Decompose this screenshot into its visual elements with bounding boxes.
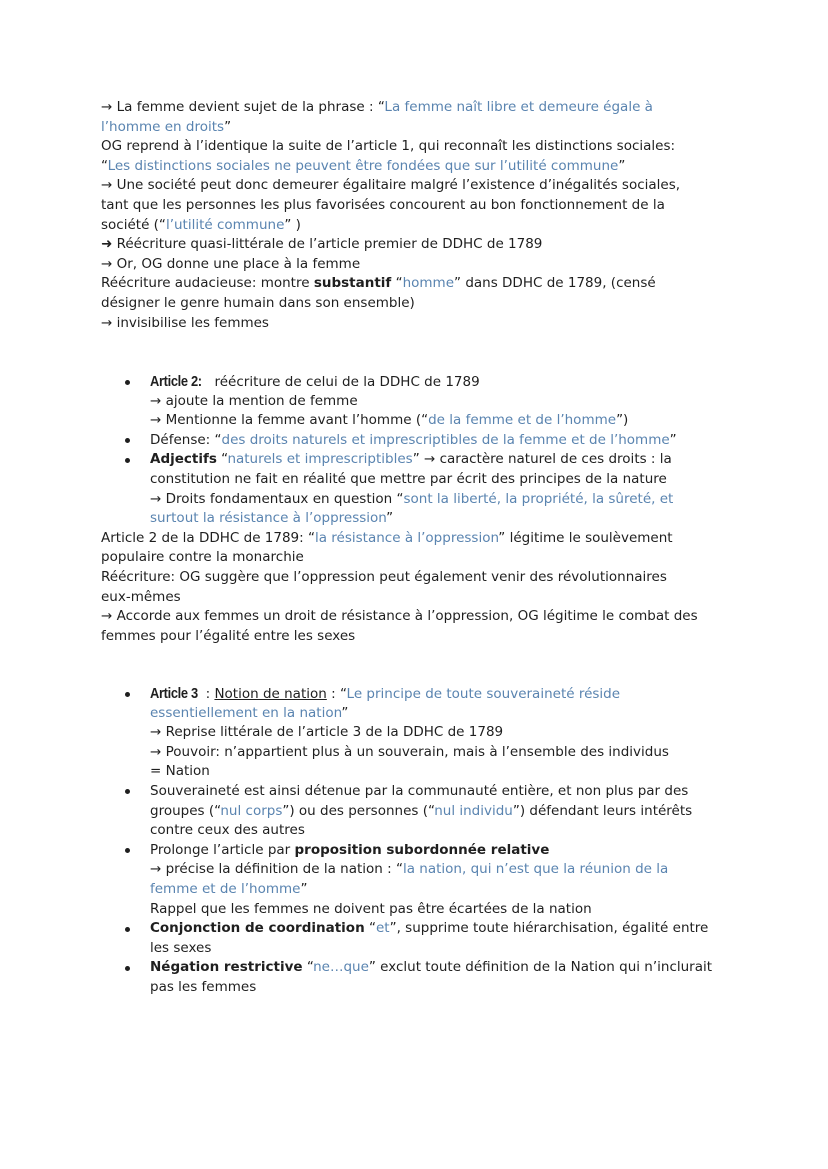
- text: ”) défendant leurs intérêts: [512, 802, 693, 819]
- quote: naturels et imprescriptibles: [227, 451, 413, 468]
- quote: nul corps: [220, 802, 283, 819]
- quote: ne…que: [313, 959, 369, 976]
- text-line: → ajoute la mention de femme: [150, 392, 358, 409]
- text: groupes (“: [150, 802, 221, 819]
- text: “: [391, 275, 403, 292]
- quote: la nation, qui n’est que la réunion de la: [402, 861, 669, 878]
- bullet-icon: [125, 692, 130, 697]
- quote: Le principe de toute souveraineté réside: [346, 686, 621, 702]
- text: → précise la définition de la nation : “: [150, 861, 403, 878]
- text: Réécriture audacieuse: montre: [101, 275, 314, 292]
- text: : “: [326, 686, 347, 702]
- text-line: [101, 490, 741, 510]
- bullet-item: [101, 919, 741, 939]
- bullet-icon: [125, 966, 130, 971]
- text: ”: [386, 510, 394, 527]
- text: → Droits fondamentaux en question “: [150, 490, 404, 507]
- quote: femme et de l’homme: [150, 880, 301, 897]
- text: “: [101, 157, 108, 174]
- text-line: désigner le genre humain dans son ensemble): [101, 294, 415, 311]
- text: Défense: “: [150, 431, 222, 448]
- text-line: tant que les personnes les plus favorisées concourent au bon fonctionnement de la: [101, 196, 665, 213]
- text: :: [205, 686, 215, 702]
- text-line: [101, 411, 741, 431]
- text-line: [101, 98, 741, 118]
- article-heading: Article 2:: [150, 373, 202, 390]
- bullet-item: [101, 958, 741, 978]
- text-line: → Une société peut donc demeurer égalitaire malgré l’existence d’inégalités sociales,: [101, 177, 681, 194]
- bold-term: Adjectifs: [150, 451, 217, 468]
- text: ” ): [284, 216, 301, 233]
- text-line: ➜ Réécriture quasi-littérale de l’article premier de DDHC de 1789: [101, 236, 543, 253]
- text: → Mentionne la femme avant l’homme (“: [150, 412, 429, 429]
- text-line: [101, 118, 741, 138]
- text-line: → Or, OG donne une place à la femme: [101, 255, 361, 272]
- quote: essentiellement en la nation: [150, 704, 342, 721]
- quote: de la femme et de l’homme: [428, 412, 617, 429]
- text-line: Rappel que les femmes ne doivent pas être écartées de la nation: [150, 900, 592, 917]
- quote: La femme naît libre et demeure égale à: [384, 99, 653, 115]
- bullet-icon: [125, 927, 130, 932]
- text-line: → invisibilise les femmes: [101, 314, 269, 331]
- text: → La femme devient sujet de la phrase : “: [101, 99, 385, 115]
- text-line: femmes pour l’égalité entre les sexes: [101, 627, 356, 644]
- text-line: pas les femmes: [150, 978, 257, 995]
- text: “: [216, 451, 228, 468]
- text: ”: [341, 704, 349, 721]
- text: ”): [616, 412, 629, 429]
- section-article-2: [101, 372, 741, 646]
- text: “: [302, 959, 314, 976]
- quote: la résistance à l’oppression: [314, 529, 499, 546]
- text: ”: [618, 157, 626, 174]
- text: société (“: [101, 216, 166, 233]
- bullet-icon: [125, 789, 130, 794]
- bold-term: Négation restrictive: [150, 959, 303, 976]
- section-article-3: [101, 684, 741, 998]
- text-line: populaire contre la monarchie: [101, 549, 304, 566]
- bullet-item: [101, 431, 741, 451]
- bullet-icon: [125, 438, 130, 443]
- bullet-item: [101, 450, 741, 470]
- quote: Les distinctions sociales ne peuvent être fondées que sur l’utilité commune: [107, 157, 619, 174]
- text: ”: [669, 431, 677, 448]
- quote: nul individu: [434, 802, 513, 819]
- bullet-item: [101, 841, 741, 861]
- text-line: OG reprend à l’identique la suite de l’article 1, qui reconnaît les distinctions sociales:: [101, 138, 676, 155]
- bold-term: substantif: [313, 275, 392, 292]
- quote: et: [375, 920, 390, 937]
- text: ”, supprime toute hiérarchisation, égalité entre: [389, 920, 709, 937]
- bold-term: Conjonction de coordination: [150, 920, 365, 937]
- text: Prolonge l’article par: [150, 841, 295, 858]
- text-line: [101, 704, 741, 724]
- text-line: → Reprise littérale de l’article 3 de la DDHC de 1789: [150, 724, 504, 741]
- text: “: [364, 920, 376, 937]
- text-line: [101, 157, 741, 177]
- text: ” → caractère naturel de ces droits : la: [412, 451, 672, 468]
- text-line: [101, 216, 741, 236]
- text: ” exclut toute définition de la Nation qui n’inclurait: [368, 959, 713, 976]
- text: ”: [224, 118, 232, 135]
- bullet-icon: [125, 848, 130, 853]
- text-line: constitution ne fait en réalité que mettre par écrit des principes de la nature: [150, 470, 667, 487]
- text-line: eux-mêmes: [101, 588, 181, 605]
- text: Souveraineté est ainsi détenue par la communauté entière, et non plus par des: [150, 782, 689, 799]
- bullet-icon: [125, 380, 130, 385]
- quote: l’homme en droits: [101, 118, 225, 135]
- bullet-item: [101, 782, 741, 802]
- text: Article 2 de la DDHC de 1789: “: [101, 529, 315, 546]
- quote: l’utilité commune: [165, 216, 285, 233]
- text-line: [101, 529, 741, 549]
- bullet-item: [101, 372, 741, 392]
- text: réécriture de celui de la DDHC de 1789: [210, 374, 480, 390]
- underlined-term: Notion de nation: [214, 686, 327, 702]
- text-line: contre ceux des autres: [150, 822, 305, 839]
- bullet-icon: [125, 458, 130, 463]
- text: ” légitime le soulèvement: [498, 529, 673, 546]
- quote: des droits naturels et imprescriptibles de la femme et de l’homme: [221, 431, 670, 448]
- quote: surtout la résistance à l’oppression: [150, 510, 387, 527]
- text-line: les sexes: [150, 939, 212, 956]
- text-line: [101, 509, 741, 529]
- text: ”: [300, 880, 308, 897]
- text-line: [101, 274, 741, 294]
- quote: sont la liberté, la propriété, la sûreté, et: [403, 490, 674, 507]
- text-line: → Accorde aux femmes un droit de résistance à l’oppression, OG légitime le combat des: [101, 608, 698, 625]
- text-line: → Pouvoir: n’appartient plus à un souverain, mais à l’ensemble des individus: [150, 743, 669, 760]
- section-article-1: [101, 98, 741, 333]
- quote: homme: [402, 275, 455, 292]
- bullet-item: [101, 684, 741, 704]
- text: ” dans DDHC de 1789, (censé: [454, 275, 656, 292]
- text-line: [101, 880, 741, 900]
- text-line: [101, 860, 741, 880]
- text-line: Réécriture: OG suggère que l’oppression peut également venir des révolutionnaires: [101, 568, 667, 585]
- text-line: [101, 802, 741, 822]
- text: ”) ou des personnes (“: [282, 802, 435, 819]
- bold-term: proposition subordonnée relative: [294, 841, 550, 858]
- article-heading: Article 3: [150, 685, 198, 702]
- text-line: = Nation: [150, 763, 210, 780]
